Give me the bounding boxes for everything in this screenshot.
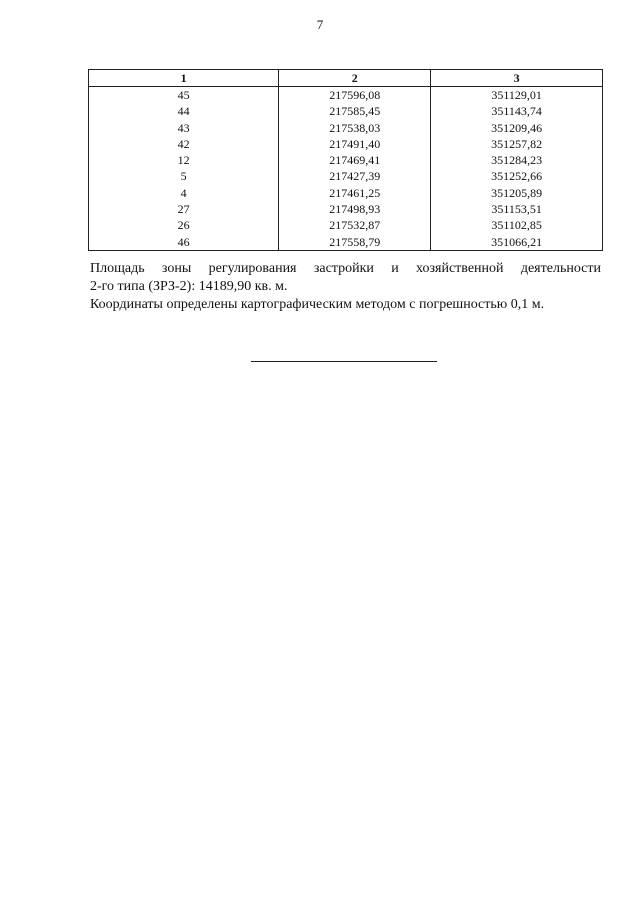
coordinates-table bbox=[88, 69, 603, 251]
x-coordinate-cell: 217498,93 bbox=[279, 201, 431, 217]
page-number: 7 bbox=[316, 17, 324, 32]
y-coordinate-cell: 351066,21 bbox=[431, 234, 603, 251]
y-coordinate-cell: 351284,23 bbox=[431, 152, 603, 168]
table-row bbox=[89, 120, 603, 136]
area-statement-line-1: Площадь зоны регулирования застройки и хозяйственной деятельности bbox=[90, 261, 601, 276]
y-coordinate-cell: 351205,89 bbox=[431, 185, 603, 201]
column-header-y: 3 bbox=[431, 70, 603, 87]
area-statement-line-2: 2-го типа (ЗРЗ-2): 14189,90 кв. м. bbox=[90, 279, 288, 294]
point-number-cell: 46 bbox=[89, 234, 279, 251]
table-row bbox=[89, 217, 603, 233]
point-number-cell: 12 bbox=[89, 152, 279, 168]
table-row bbox=[89, 152, 603, 168]
table-row bbox=[89, 201, 603, 217]
end-of-text-rule bbox=[251, 361, 437, 362]
y-coordinate-cell: 351209,46 bbox=[431, 120, 603, 136]
table-row bbox=[89, 103, 603, 119]
x-coordinate-cell: 217558,79 bbox=[279, 234, 431, 251]
point-number-cell: 44 bbox=[89, 103, 279, 119]
point-number-cell: 45 bbox=[89, 87, 279, 104]
column-header-point-number: 1 bbox=[89, 70, 279, 87]
accuracy-statement: Координаты определены картографическим методом с погрешностью 0,1 м. bbox=[90, 297, 545, 312]
point-number-cell: 4 bbox=[89, 185, 279, 201]
column-header-x: 2 bbox=[279, 70, 431, 87]
table-row bbox=[89, 87, 603, 104]
y-coordinate-cell: 351143,74 bbox=[431, 103, 603, 119]
notes-block bbox=[90, 260, 601, 314]
y-coordinate-cell: 351129,01 bbox=[431, 87, 603, 104]
point-number-cell: 5 bbox=[89, 168, 279, 184]
point-number-cell: 43 bbox=[89, 120, 279, 136]
x-coordinate-cell: 217532,87 bbox=[279, 217, 431, 233]
table-row bbox=[89, 234, 603, 251]
y-coordinate-cell: 351102,85 bbox=[431, 217, 603, 233]
x-coordinate-cell: 217538,03 bbox=[279, 120, 431, 136]
table-body bbox=[89, 87, 603, 251]
point-number-cell: 42 bbox=[89, 136, 279, 152]
y-coordinate-cell: 351252,66 bbox=[431, 168, 603, 184]
table-row bbox=[89, 168, 603, 184]
y-coordinate-cell: 351257,82 bbox=[431, 136, 603, 152]
y-coordinate-cell: 351153,51 bbox=[431, 201, 603, 217]
table-row bbox=[89, 136, 603, 152]
x-coordinate-cell: 217461,25 bbox=[279, 185, 431, 201]
table-header bbox=[89, 70, 603, 87]
x-coordinate-cell: 217585,45 bbox=[279, 103, 431, 119]
point-number-cell: 26 bbox=[89, 217, 279, 233]
point-number-cell: 27 bbox=[89, 201, 279, 217]
x-coordinate-cell: 217427,39 bbox=[279, 168, 431, 184]
table-header-row bbox=[89, 70, 603, 87]
table-row bbox=[89, 185, 603, 201]
x-coordinate-cell: 217596,08 bbox=[279, 87, 431, 104]
x-coordinate-cell: 217491,40 bbox=[279, 136, 431, 152]
x-coordinate-cell: 217469,41 bbox=[279, 152, 431, 168]
